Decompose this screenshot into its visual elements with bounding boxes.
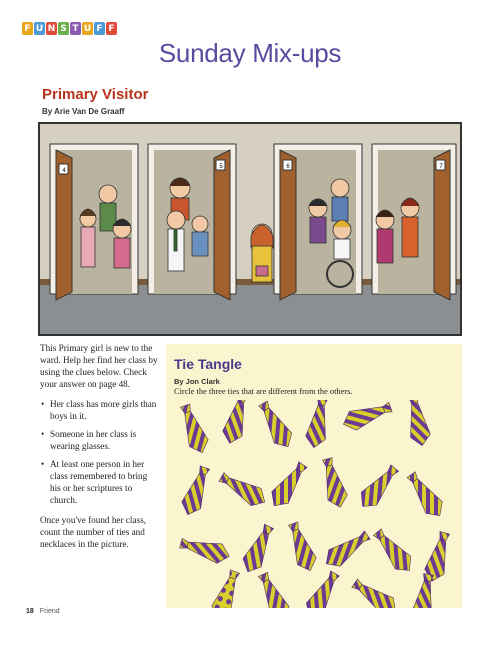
- page-footer: [26, 608, 60, 615]
- story-byline: By Arie Van De Graaff: [42, 107, 125, 116]
- tie-icon[interactable]: [403, 469, 448, 521]
- puzzle-title: Tie Tangle: [174, 356, 242, 372]
- clue-list: [40, 398, 160, 506]
- tie-icon[interactable]: [304, 400, 332, 449]
- tie-icon[interactable]: [370, 526, 417, 577]
- tie-icon[interactable]: [254, 400, 296, 452]
- story-outro: Once you've found her class, count the number of ties and necklaces in the picture.: [40, 515, 147, 549]
- tie-icon[interactable]: [254, 570, 293, 608]
- svg-text:4: 4: [62, 168, 66, 174]
- tie-icon[interactable]: [208, 568, 244, 608]
- tie-tangle-panel: [166, 344, 462, 608]
- clue-item: • At least one person in her class remembered to bring his or her scriptures to church.: [50, 458, 160, 506]
- svg-text:5: 5: [219, 164, 223, 170]
- funstuff-letter: F: [94, 22, 105, 35]
- funstuff-letter: T: [70, 22, 81, 35]
- puzzle-byline: By Jon Clark: [174, 377, 220, 386]
- tie-icon[interactable]: [266, 459, 311, 511]
- puzzle-instructions: Circle the three ties that are different from the others.: [174, 387, 353, 396]
- tie-icon[interactable]: [176, 402, 212, 456]
- page-title: Sunday Mix-ups: [158, 38, 342, 68]
- tie-icon[interactable]: [178, 534, 231, 566]
- hallway-scene: [40, 124, 460, 334]
- tie-icon[interactable]: [220, 400, 252, 446]
- svg-text:6: 6: [286, 164, 290, 170]
- tie-icon[interactable]: [216, 468, 269, 510]
- ties-grid: [166, 400, 462, 608]
- story-text: [40, 342, 160, 558]
- tie-icon[interactable]: [301, 568, 343, 608]
- tie-icon[interactable]: [178, 464, 214, 518]
- funstuff-letter: U: [35, 23, 44, 34]
- tie-icon[interactable]: [239, 522, 278, 576]
- funstuff-letter: S: [58, 22, 69, 35]
- svg-text:7: 7: [439, 164, 443, 170]
- tie-icon[interactable]: [318, 456, 350, 509]
- tie-icon[interactable]: [340, 400, 394, 434]
- tie-icon[interactable]: [349, 575, 401, 608]
- magazine-name: Friend: [39, 608, 60, 615]
- tie-icon[interactable]: [284, 520, 320, 574]
- tie-icon[interactable]: [355, 462, 402, 513]
- funstuff-letter: U: [83, 23, 92, 34]
- clue-item: • Someone in her class is wearing glasses.: [50, 428, 160, 452]
- funstuff-letter: F: [22, 22, 33, 35]
- tie-icon[interactable]: [321, 527, 373, 572]
- story-title: Primary Visitor: [42, 86, 149, 103]
- clue-item: • Her class has more girls than boys in it.: [50, 398, 160, 422]
- funstuff-label: [22, 22, 117, 35]
- funstuff-letter: N: [47, 23, 56, 34]
- funstuff-letter: F: [106, 22, 117, 35]
- classroom-illustration: [38, 122, 462, 336]
- tie-icon[interactable]: [404, 400, 432, 447]
- page-number: 18: [26, 608, 34, 615]
- story-intro: This Primary girl is new to the ward. Help her find her class by using the clues below. Check your answer on page 48.: [40, 343, 158, 389]
